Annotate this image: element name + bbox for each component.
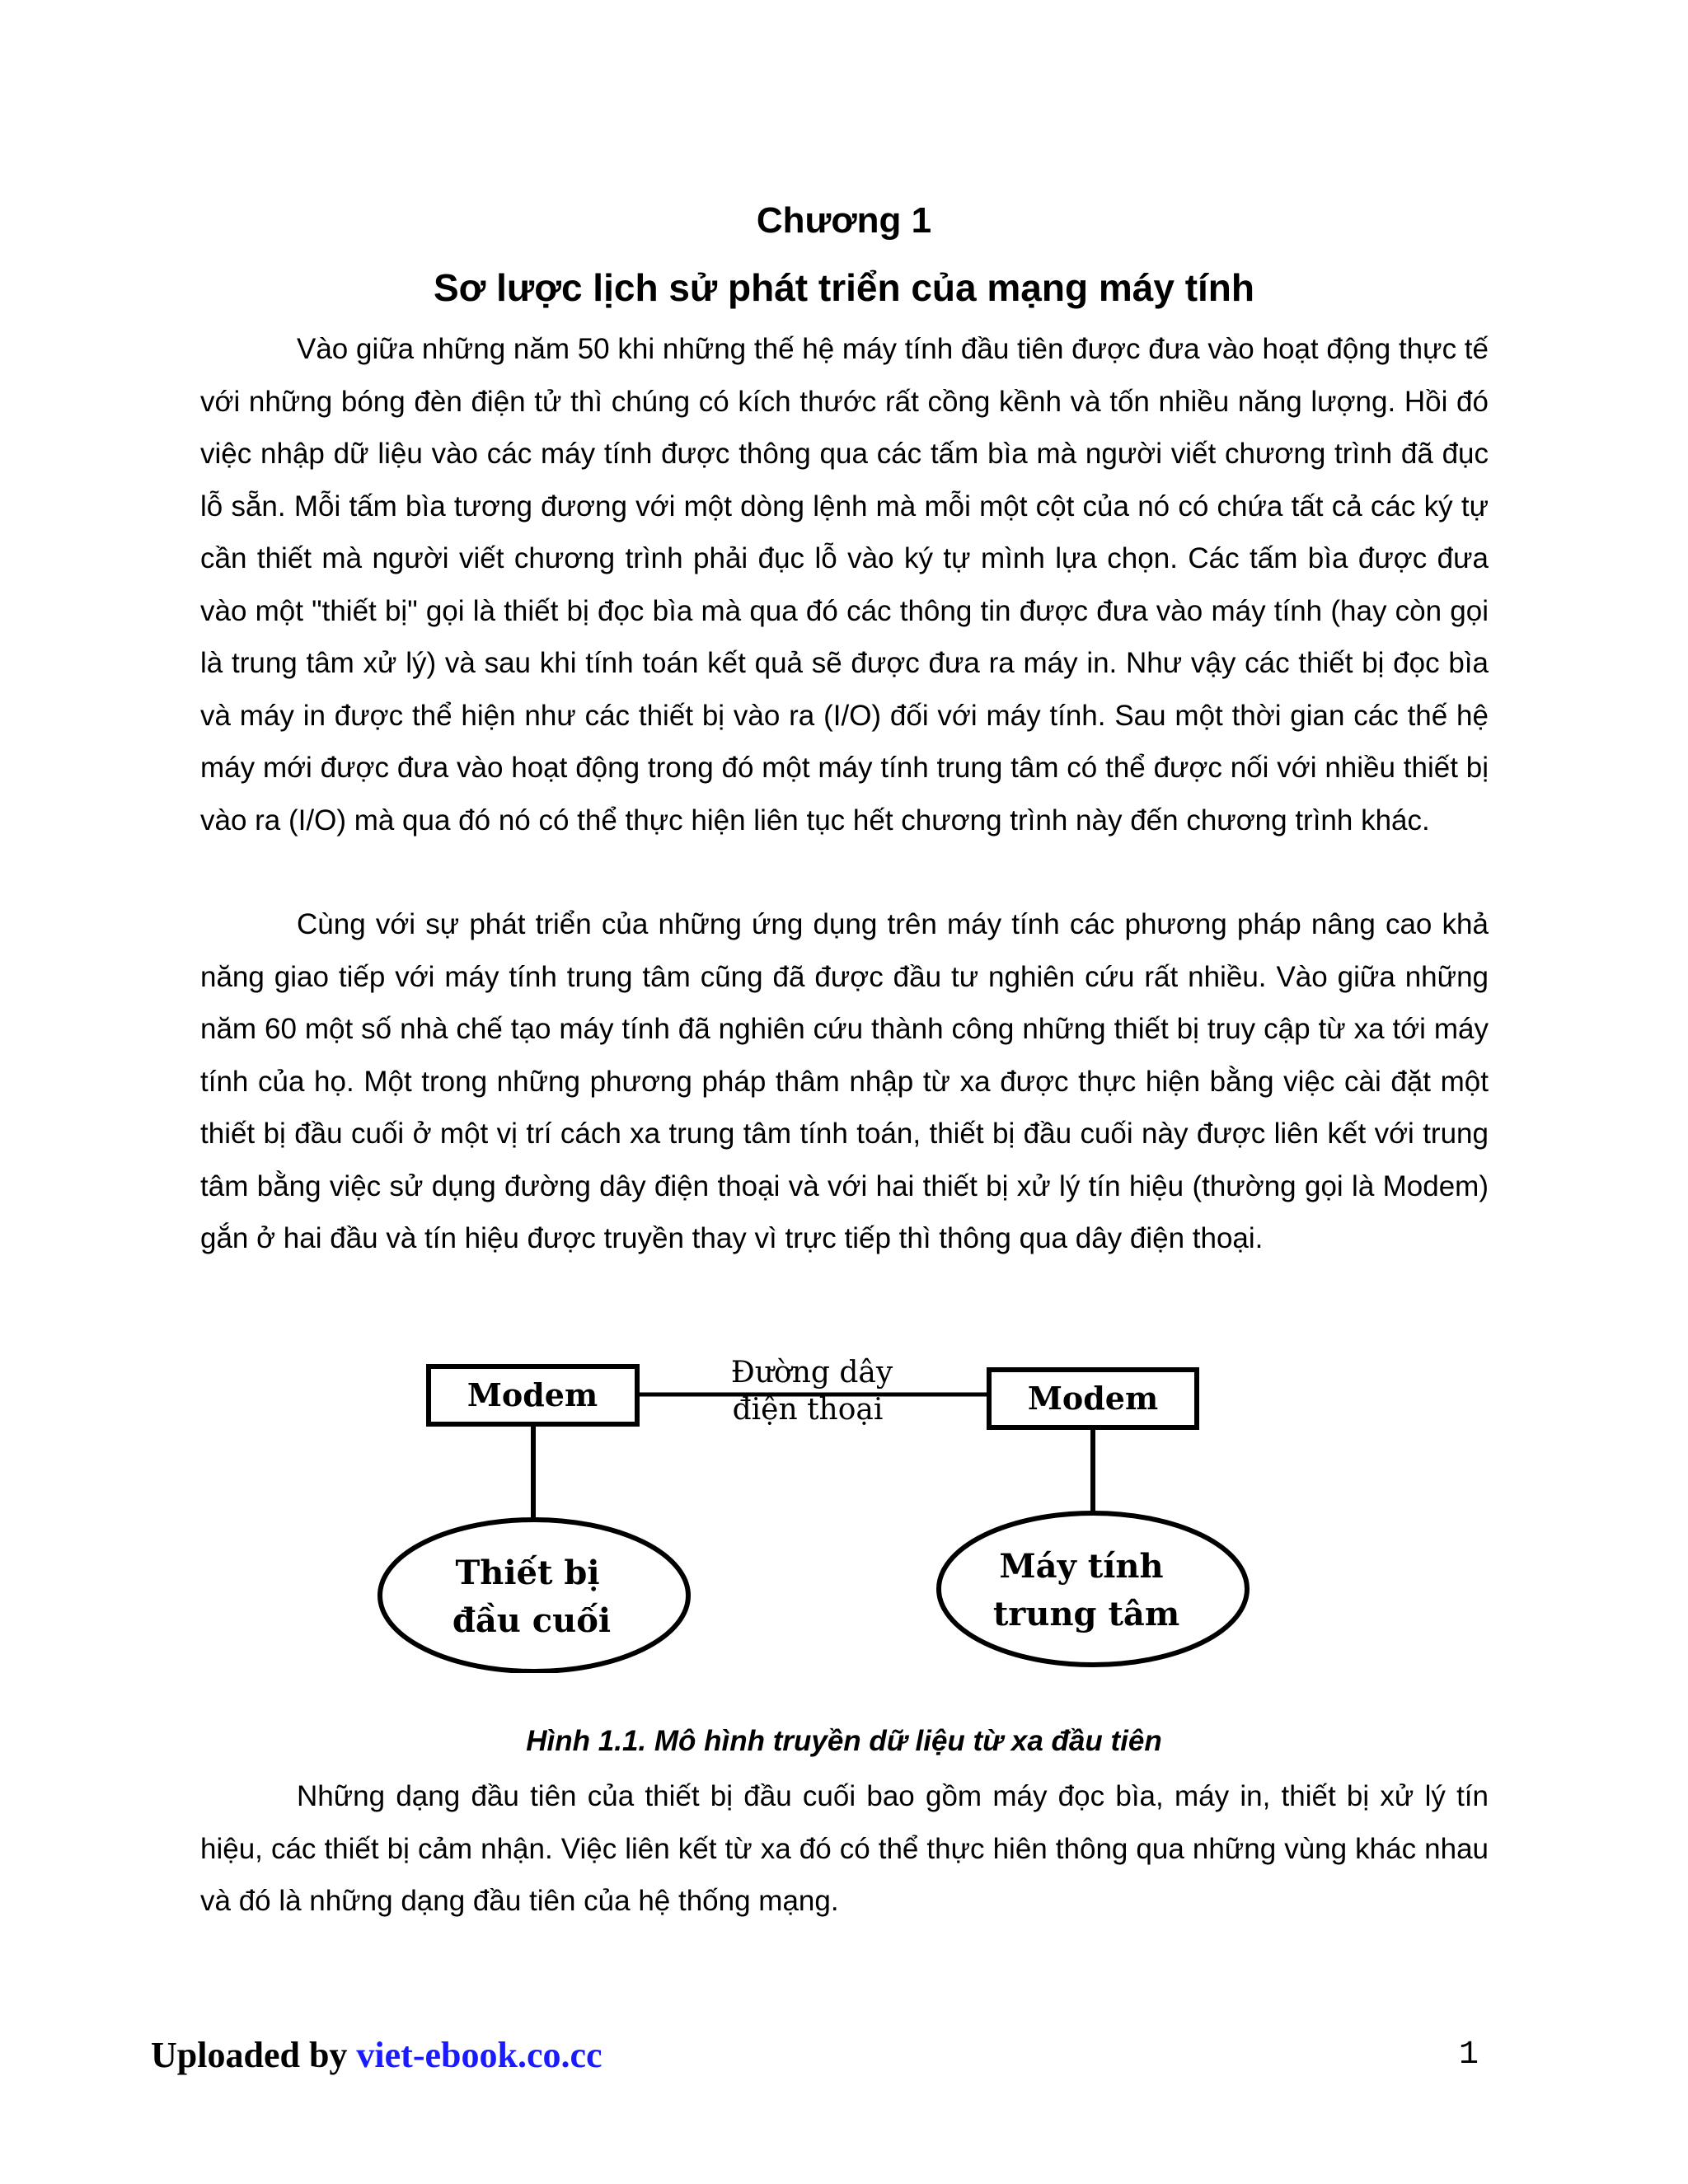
paragraph-history-intro: Vào giữa những năm 50 khi những thế hệ máy tính đầu tiên được đưa vào hoạt động thực tế với những bóng đèn điện tử thì chúng có kích thước rất cồng kềnh và tốn nhiều năng lượng. Hồi đó việc nhập dữ liệu vào các máy tính được thông qua các tấm bìa mà người viết chương trình đã đục lỗ sẵn. Mỗi tấm bìa tương đương với một dòng lệnh mà mỗi một cột của nó có chứa tất cả các ký tự cần thiết mà người viết chương trình phải đục lỗ vào ký tự mình lựa chọn. Các tấm bìa được đưa vào một "thiết bị" gọi là thiết bị đọc bìa mà qua đó các thông tin được đưa vào máy tính (hay còn gọi là trung tâm xử lý) và sau khi tính toán kết quả sẽ được đưa ra máy in. Như vậy các thiết bị đọc bìa và máy in được thể hiện như các thiết bị vào ra (I/O) đối với máy tính. Sau một thời gian các thế hệ máy mới được đưa vào hoạt động trong đó một máy tính trung tâm có thể được nối với nhiều thiết bị vào ra (I/O) mà qua đó nó có thể thực hiện liên tục hết chương trình này đến chương trình khác. — [200, 333, 1489, 837]
footer-upload-credit — [151, 2031, 603, 2080]
figure-remote-data-model — [363, 1343, 1269, 1673]
terminal-ellipse — [380, 1520, 688, 1671]
central-computer-ellipse — [939, 1513, 1247, 1665]
central-label-line1: Máy tính — [999, 1547, 1164, 1586]
modem-left-label: Modem — [467, 1376, 598, 1413]
paragraph-remote-access: Cùng với sự phát triển của những ứng dụng trên máy tính các phương pháp nâng cao khả năng giao tiếp với máy tính trung tâm cũng đã được đầu tư nghiên cứu rất nhiều. Vào giữa những năm 60 một số nhà chế tạo máy tính đã nghiên cứu thành công những thiết bị truy cập từ xa tới máy tính của họ. Một trong những phương pháp thâm nhập từ xa được thực hiện bằng việc cài đặt một thiết bị đầu cuối ở một vị trí cách xa trung tâm tính toán, thiết bị đầu cuối này được liên kết với trung tâm bằng việc sử dụng đường dây điện thoại và với hai thiết bị xử lý tín hiệu (thường gọi là Modem) gắn ở hai đầu và tín hiệu được truyền thay vì trực tiếp thì thông qua dây điện thoại. — [200, 908, 1489, 1254]
central-label-line2: trung tâm — [992, 1595, 1180, 1633]
diagram-svg — [363, 1343, 1269, 1673]
modem-right-label: Modem — [1027, 1380, 1159, 1417]
footer-upload-prefix: Uploaded by — [151, 2035, 357, 2075]
chapter-title: Sơ lược lịch sử phát triển của mạng máy tính — [433, 266, 1254, 309]
line-label-top: Đường dây — [730, 1356, 893, 1390]
line-label-bottom: điện thoại — [732, 1393, 884, 1427]
terminal-label-line1: Thiết bị — [455, 1554, 600, 1592]
terminal-label-line2: đầu cuối — [452, 1601, 612, 1640]
figure-caption: Hình 1.1. Mô hình truyền dữ liệu từ xa đầu tiên — [526, 1725, 1162, 1757]
paragraph-first-terminals: Những dạng đầu tiên của thiết bị đầu cuối bao gồm máy đọc bìa, máy in, thiết bị xử lý tín hiệu, các thiết bị cảm nhận. Việc liên kết từ xa đó có thể thực hiên thông qua những vùng khác nhau và đó là những dạng đầu tiên của hệ thống mạng. — [200, 1780, 1489, 1917]
page-number: 1 — [1459, 2036, 1479, 2074]
footer-site-link[interactable]: viet-ebook.co.cc — [356, 2035, 603, 2075]
chapter-number: Chương 1 — [756, 200, 932, 241]
